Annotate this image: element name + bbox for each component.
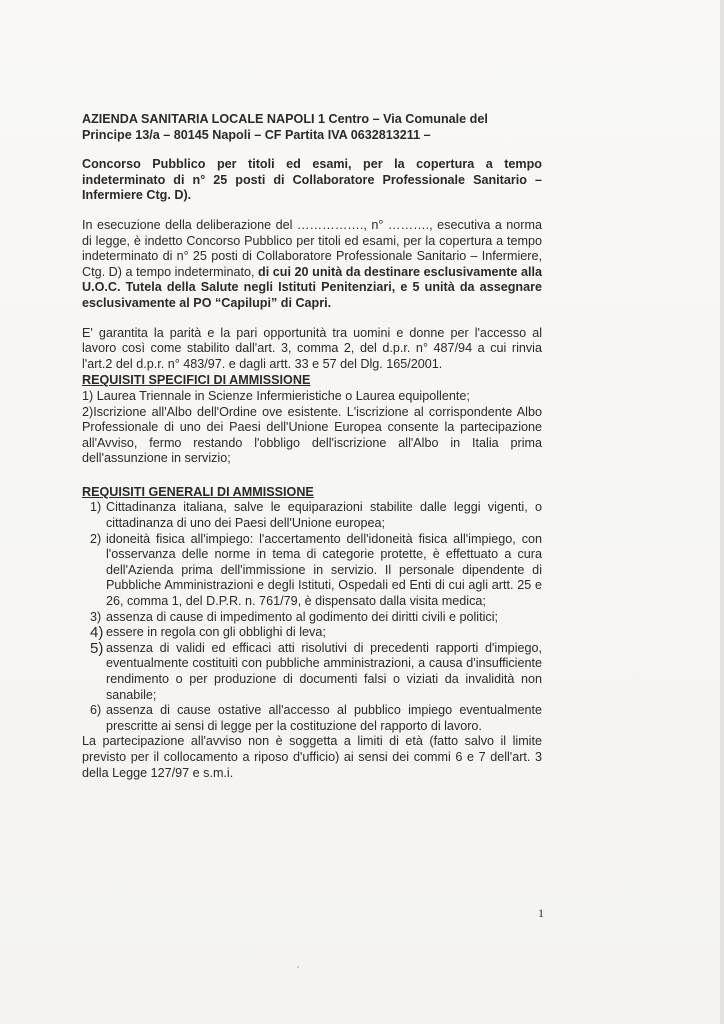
equal-opportunity-paragraph: E' garantita la parità e la pari opportunità tra uomini e donne per l'accesso al lavoro così come stabilito dall'art. 3, comma 2, del d.p.r. n° 487/94 a cui rinvia l'art.2 del d.p.r. n° 483/97. e dagli artt. 33 e 57 del Dlg. 165/2001.	[82, 325, 542, 371]
list-item-number: 6)	[90, 703, 102, 718]
list-item	[82, 641, 542, 703]
list-item-number: 2)	[90, 531, 102, 546]
list-item	[82, 532, 542, 610]
closing-paragraph: La partecipazione all'avviso non è soggetta a limiti di età (fatto salvo il limite previsto per il collocamento a riposo d'ufficio) ai sensi dei commi 6 e 7 dell'art. 3 della Legge 127/97 e s.m.i.	[82, 734, 542, 780]
list-item	[82, 610, 542, 626]
list-item	[82, 703, 542, 734]
specific-requirements-heading: REQUISITI SPECIFICI DI AMMISSIONE	[82, 373, 311, 388]
list-item-number: 1)	[90, 500, 102, 515]
scan-speck	[297, 966, 299, 968]
general-requirements-list	[82, 500, 542, 734]
specific-requirement-1: 1) Laurea Triennale in Scienze Infermieristiche o Laurea equipollente;	[82, 388, 470, 403]
specific-requirement-2: 2)Iscrizione all'Albo dell'Ordine ove esistente. L'iscrizione al corrispondente Albo Professionale di uno dei Paesi dell'Unione Europea consente la partecipazione all'Avviso, fermo restando l'obbligo dell'iscrizione all'Albo in Italia prima dell'assunzione in servizio;	[82, 404, 542, 466]
intro-bold-text: di cui 20 unità da destinare esclusivamente alla U.O.C. Tutela della Salute negli Istituti Penitenziari, e 5 unità da assegnare esclusivamente al PO “Capilupi” di Capri.	[82, 264, 542, 310]
list-item-number: 4)	[90, 624, 104, 642]
intro-text: In esecuzione della deliberazione del ……………., n° ………., esecutiva a norma di legge, è indetto Concorso Pubblico per titoli ed esami, per la copertura a tempo indeterminato di n° 25 posti di Collaboratore Professionale Sanitario – Infermiere, Ctg. D) a tempo indeterminato,	[82, 217, 542, 279]
list-item	[82, 625, 542, 641]
intro-paragraph	[82, 218, 542, 312]
list-item-text: essere in regola con gli obblighi di leva;	[106, 625, 326, 640]
page-number: 1	[538, 906, 544, 920]
list-item-text: assenza di cause ostative all'accesso al pubblico impiego eventualmente prescritte ai sensi di legge per la costituzione del rapporto di lavoro.	[106, 703, 542, 733]
header-line-2: Principe 13/a – 80145 Napoli – CF Partita IVA 0632813211 –	[82, 127, 431, 142]
general-requirements-heading: REQUISITI GENERALI DI AMMISSIONE	[82, 484, 314, 499]
header-line-1: AZIENDA SANITARIA LOCALE NAPOLI 1 Centro – Via Comunale del	[82, 112, 488, 126]
list-item	[82, 500, 542, 531]
document-body	[82, 112, 542, 781]
list-item-text: assenza di validi ed efficaci atti risolutivi di precedenti rapporti d'impiego, eventualmente costituiti con pubbliche amministrazioni, a causa d'insufficiente rendimento o per produzione di documenti falsi o viziati da invalidità non sanabile;	[106, 640, 542, 702]
list-item-number: 3)	[90, 609, 102, 624]
notice-title: Concorso Pubblico per titoli ed esami, per la copertura a tempo indeterminato di n° 25 posti di Collaboratore Professionale Sanitario – Infermiere Ctg. D).	[82, 157, 542, 203]
document-header	[82, 112, 532, 143]
list-item-number: 5)	[90, 639, 104, 657]
page-edge-shadow	[720, 0, 724, 1024]
list-item-text: assenza di cause di impedimento al godimento dei diritti civili e politici;	[106, 609, 498, 624]
list-item-text: idoneità fisica all'impiego: l'accertamento dell'idoneità fisica all'impiego, con l'osservanza delle norme in tema di categorie protette, è effettuato a cura dell'Azienda prima dell'immissione in servizio. Il personale dipendente di Pubbliche Amministrazioni e degli Istituti, Ospedali ed Enti di cui agli artt. 25 e 26, comma 1, del D.P.R. n. 761/79, è dispensato dalla visita medica;	[106, 531, 542, 609]
list-item-text: Cittadinanza italiana, salve le equiparazioni stabilite dalle leggi vigenti, o cittadinanza di uno dei Paesi dell'Unione europea;	[106, 500, 542, 531]
